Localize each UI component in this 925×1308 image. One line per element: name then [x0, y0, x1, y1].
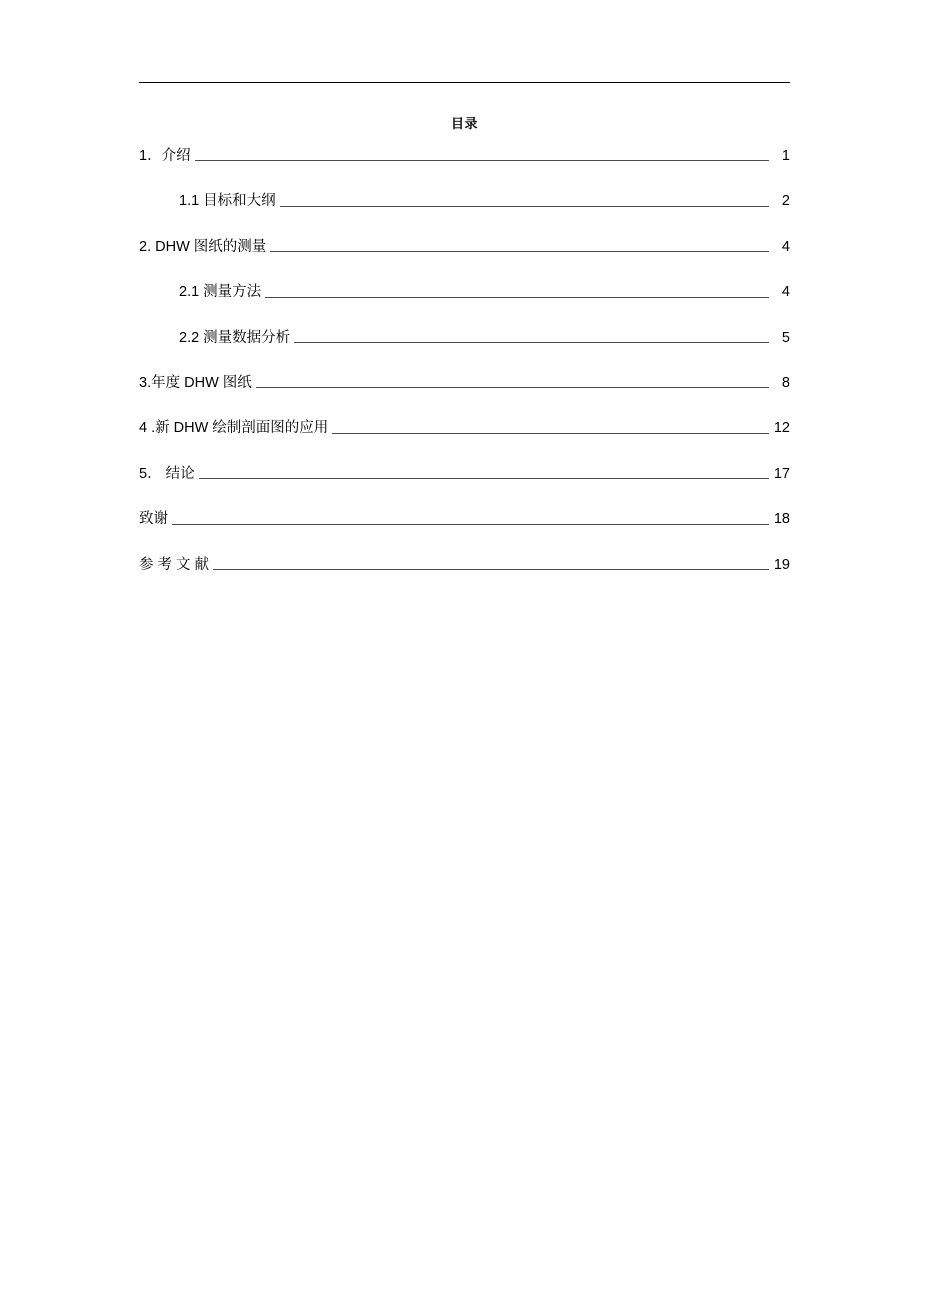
toc-entry[interactable]: [179, 193, 790, 210]
toc-entry[interactable]: [139, 148, 790, 165]
toc-leader: [265, 297, 769, 298]
toc-entry-page: 12: [773, 420, 790, 437]
toc-entry-label: 2.2 测量数据分析: [179, 329, 291, 346]
toc-entry[interactable]: [139, 557, 790, 574]
toc-heading: 目录: [450, 116, 478, 131]
toc-entry[interactable]: [139, 466, 790, 483]
toc-entry-page: 18: [773, 511, 790, 528]
toc-leader: [195, 160, 769, 161]
toc-entry-label: 1．介绍: [139, 148, 191, 164]
toc-entry-label: 参 考 文 献: [139, 556, 210, 573]
toc-entry-label: 2. DHW 图纸的测量: [139, 238, 267, 255]
toc-entry-label: 5． 结论: [139, 465, 195, 482]
toc-entry-page: 17: [773, 465, 790, 482]
toc-entry-label: 1.1 目标和大纲: [179, 193, 276, 210]
toc-entry[interactable]: [139, 420, 790, 437]
toc-entry[interactable]: [179, 330, 790, 347]
toc-entry-label: 4 .新 DHW 绘制剖面图的应用: [139, 420, 329, 437]
toc-leader: [270, 251, 769, 252]
toc-leader: [172, 524, 769, 525]
toc-entry-label: 致谢: [139, 511, 168, 528]
toc-entry[interactable]: [179, 284, 790, 301]
toc-entry-page: 8: [781, 374, 790, 391]
toc-entry[interactable]: [139, 375, 790, 392]
toc-leader: [213, 569, 769, 570]
toc-entry-page: 1: [781, 148, 790, 164]
toc-entry-page: 4: [781, 238, 790, 255]
toc-entry[interactable]: [139, 239, 790, 256]
toc-leader: [199, 478, 769, 479]
page-content: [139, 82, 790, 602]
toc-entry-page: 4: [781, 284, 790, 301]
toc-entry-page: 19: [773, 556, 790, 573]
toc-leader: [256, 387, 769, 388]
header-rule: [139, 82, 790, 83]
toc-entry-page: 2: [781, 193, 790, 210]
toc-entry-page: 5: [781, 329, 790, 346]
toc-entry-label: 3.年度 DHW 图纸: [139, 374, 252, 391]
toc-list: [139, 148, 790, 574]
toc-leader: [332, 433, 769, 434]
toc-leader: [280, 206, 769, 207]
toc-entry[interactable]: [139, 511, 790, 528]
toc-entry-label: 2.1 测量方法: [179, 284, 262, 301]
toc-leader: [294, 342, 769, 343]
